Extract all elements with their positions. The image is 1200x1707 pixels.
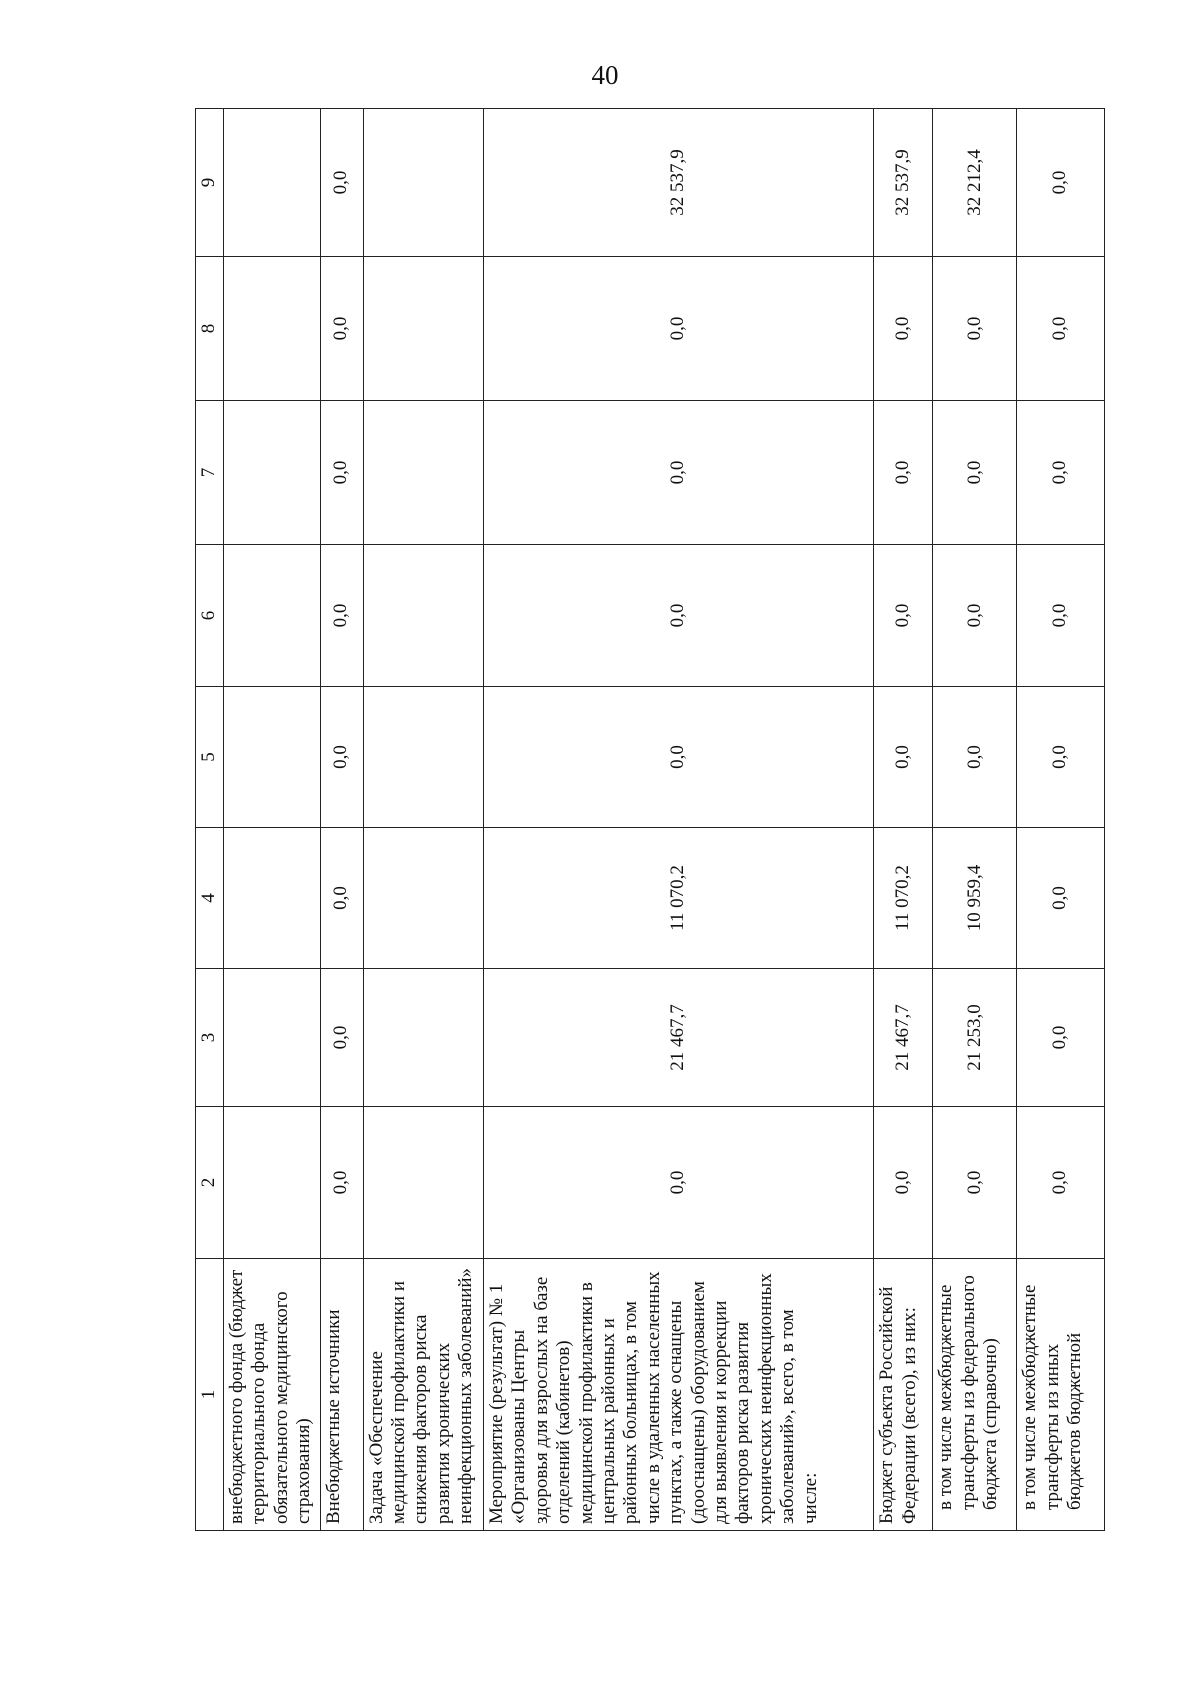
cell-col-7 [363, 401, 484, 545]
row-label: в том числе межбюджетные трансферты из иных бюджетов бюджетной [1017, 1259, 1105, 1531]
header-cell-9: 9 [196, 109, 224, 257]
cell-col-4: 11 070,2 [874, 828, 933, 969]
row-label: внебюджетного фонда (бюджет территориального фонда обязательного медицинского страхования) [223, 1259, 320, 1531]
cell-col-9 [223, 109, 320, 257]
header-row [196, 109, 224, 1531]
cell-col-6: 0,0 [933, 545, 1017, 687]
cell-col-5 [223, 687, 320, 828]
cell-col-4 [363, 828, 484, 969]
cell-col-4: 0,0 [320, 828, 363, 969]
header-cell-4: 4 [196, 828, 224, 969]
table-row [363, 109, 484, 1531]
cell-col-2 [363, 1107, 484, 1259]
table-container [195, 109, 1105, 1531]
table-row [223, 109, 320, 1531]
cell-col-3: 21 253,0 [933, 969, 1017, 1107]
cell-col-9: 0,0 [1017, 109, 1105, 257]
table-row [320, 109, 363, 1531]
table-row [484, 109, 874, 1531]
header-cell-7: 7 [196, 401, 224, 545]
cell-col-9: 0,0 [320, 109, 363, 257]
budget-table [195, 108, 1105, 1531]
cell-col-5: 0,0 [1017, 687, 1105, 828]
cell-col-9: 32 537,9 [874, 109, 933, 257]
row-label: Задача «Обеспечение медицинской профилактики и снижения факторов риска развития хронических неинфекционных заболеваний» [363, 1259, 484, 1531]
cell-col-6 [223, 545, 320, 687]
cell-col-5: 0,0 [874, 687, 933, 828]
cell-col-7: 0,0 [484, 401, 874, 545]
cell-col-8 [363, 257, 484, 401]
cell-col-6 [363, 545, 484, 687]
cell-col-7: 0,0 [320, 401, 363, 545]
cell-col-3: 21 467,7 [874, 969, 933, 1107]
table-row [1017, 109, 1105, 1531]
header-cell-1: 1 [196, 1259, 224, 1531]
cell-col-7: 0,0 [933, 401, 1017, 545]
cell-col-6: 0,0 [484, 545, 874, 687]
cell-col-7: 0,0 [874, 401, 933, 545]
header-cell-5: 5 [196, 687, 224, 828]
cell-col-9: 32 537,9 [484, 109, 874, 257]
cell-col-3 [223, 969, 320, 1107]
cell-col-9 [363, 109, 484, 257]
cell-col-2: 0,0 [874, 1107, 933, 1259]
cell-col-2: 0,0 [320, 1107, 363, 1259]
cell-col-6: 0,0 [1017, 545, 1105, 687]
table-row [933, 109, 1017, 1531]
cell-col-8: 0,0 [484, 257, 874, 401]
cell-col-8: 0,0 [933, 257, 1017, 401]
cell-col-5: 0,0 [320, 687, 363, 828]
cell-col-3: 0,0 [1017, 969, 1105, 1107]
cell-col-8: 0,0 [1017, 257, 1105, 401]
cell-col-2: 0,0 [484, 1107, 874, 1259]
row-label: в том числе межбюджетные трансферты из федерального бюджета (справочно) [933, 1259, 1017, 1531]
cell-col-6: 0,0 [320, 545, 363, 687]
header-cell-2: 2 [196, 1107, 224, 1259]
cell-col-4: 11 070,2 [484, 828, 874, 969]
cell-col-3: 21 467,7 [484, 969, 874, 1107]
cell-col-4: 0,0 [1017, 828, 1105, 969]
cell-col-2 [223, 1107, 320, 1259]
cell-col-8 [223, 257, 320, 401]
cell-col-4 [223, 828, 320, 969]
cell-col-7 [223, 401, 320, 545]
cell-col-5: 0,0 [933, 687, 1017, 828]
cell-col-9: 32 212,4 [933, 109, 1017, 257]
cell-col-4: 10 959,4 [933, 828, 1017, 969]
cell-col-2: 0,0 [933, 1107, 1017, 1259]
row-label: Бюджет субъекта Российской Федерации (всего), из них: [874, 1259, 933, 1531]
cell-col-2: 0,0 [1017, 1107, 1105, 1259]
header-cell-3: 3 [196, 969, 224, 1107]
header-cell-6: 6 [196, 545, 224, 687]
table-row [874, 109, 933, 1531]
cell-col-8: 0,0 [320, 257, 363, 401]
row-label: Внебюджетные источники [320, 1259, 363, 1531]
cell-col-7: 0,0 [1017, 401, 1105, 545]
page-number: 40 [591, 60, 619, 90]
header-cell-8: 8 [196, 257, 224, 401]
row-label: Мероприятие (результат) № 1 «Организованы Центры здоровья для взрослых на базе отделений (кабинетов) медицинской профилактики в центральных районных и районных больницах, в том числе в удаленных населенных пунктах, а также оснащены (дооснащены) оборудованием для выявления и коррекции факторов риска развития хронических неинфекционных заболеваний», всего, в том числе: [484, 1259, 874, 1531]
cell-col-6: 0,0 [874, 545, 933, 687]
cell-col-3 [363, 969, 484, 1107]
cell-col-5: 0,0 [484, 687, 874, 828]
cell-col-8: 0,0 [874, 257, 933, 401]
cell-col-3: 0,0 [320, 969, 363, 1107]
cell-col-5 [363, 687, 484, 828]
